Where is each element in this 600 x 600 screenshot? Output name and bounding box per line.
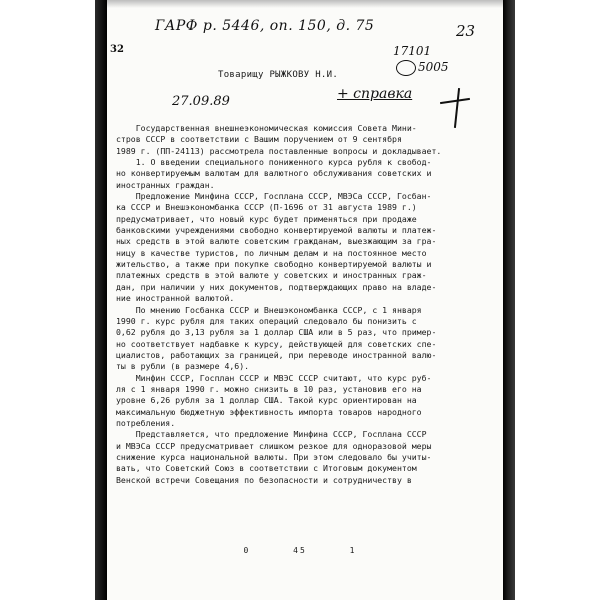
body-line: жительство, а также при покупке свободно конвертируемой валюты и [116,259,432,270]
body-line: Венской встречи Совещания по безопасности и сотрудничеству в [116,474,412,485]
body-line: предусматривает, что новый курс будет применяться при продаже [116,213,417,224]
page-footer [0,546,600,555]
footer-center: 45 [293,546,307,555]
body-line: 1990 г. курс рубля для таких операций следовало бы понизить с [116,315,417,326]
scan-right-edge [503,0,515,600]
body-line: банковскими учреждениями свободно конвертируемой валюты и платеж- [116,225,437,236]
body-line: и МВЭСа СССР предусматривает слишком резкое для одноразовой меры [116,440,432,451]
body-line: ля с 1 января 1990 г. можно снизить в 10 раз, установив его на [116,383,422,394]
body-line: Государственная внешнеэкономическая комиссия Совета Мини- [116,123,417,133]
body-line: но конвертируемым валютам для валютного обслуживания советских и [116,168,432,179]
body-line: дан, при наличии у них документов, подтверждающих право на владе- [116,281,437,292]
handwritten-date: 27.09.89 [172,94,230,109]
body-line: уровне 6,26 рубля за 1 доллар США. Такой курс ориентирован на [116,395,417,406]
body-line: максимальную бюджетную эффективность импорта товаров народного [116,406,422,417]
body-line: Представляется, что предложение Минфина СССР, Госплана СССР [116,429,427,440]
body-line: циалистов, работающих за границей, при переводе иностранной валю- [116,349,437,360]
body-line: Предложение Минфина СССР, Госплана СССР, МВЭСа СССР, Госбан- [116,191,432,202]
body-line: вать, что Советский Союз в соответствии с Итоговым документом [116,463,417,474]
body-line: 0,62 рубля до 3,13 рубля за 1 доллар США или в 5 раз, что пример- [116,327,437,338]
body-line: ных средств в этой валюте советским гражданам, выезжающим за гра- [116,236,437,247]
body-line: потребления. [116,417,176,428]
corner-page-number: 23 [456,22,476,40]
body-line: иностранных граждан. [116,179,215,190]
body-line: ницу в качестве туристов, по личным делам и на постоянное место [116,247,427,258]
body-line: снижение курса национальной валюты. При этом следовало бы учиты- [116,451,432,462]
body-line: По мнению Госбанка СССР и Внешэкономбанка СССР, с 1 января [116,304,422,315]
body-line: стров СССР в соответствии с Вашим поручением от 9 сентября [116,134,402,145]
footer-left: 0 [243,546,251,555]
body-line: ты в рубли (в размере 4,6). [116,361,250,372]
body-line: ка СССР и Внешэкономбанка СССР (П-1696 от 31 августа 1989 г.) [116,202,417,213]
body-line: Минфин СССР, Госплан СССР и МВЭС СССР считают, что курс руб- [116,372,432,383]
registration-number: 17101 [393,44,432,58]
body-line: но соответствует надбавке к курсу, действующей для советских спе- [116,338,437,349]
handwritten-note: + справка [337,86,413,102]
body-line: платежных средств в этой валюте у советских и иностранных граж- [116,270,427,281]
body-line: 1. О введении специального пониженного курса рубля к свобод- [116,157,432,168]
footer-right: 1 [349,546,357,555]
body-line: ние иностранной валютой. [116,293,235,304]
archive-reference: ГАРФ р. 5446, оп. 150, д. 75 [155,18,375,34]
registration-sub-number: 5005 [418,60,449,74]
letter-body [116,123,488,486]
scan-left-edge [95,0,107,600]
addressee: Товарищу РЫЖКОВУ Н.И. [218,70,339,80]
page-top-shadow [107,0,503,8]
registration-circle [396,60,416,76]
margin-mark: 32 [110,44,124,55]
body-line: 1989 г. (ПП-24113) рассмотрела поставленные вопросы и докладывает. [116,145,442,156]
